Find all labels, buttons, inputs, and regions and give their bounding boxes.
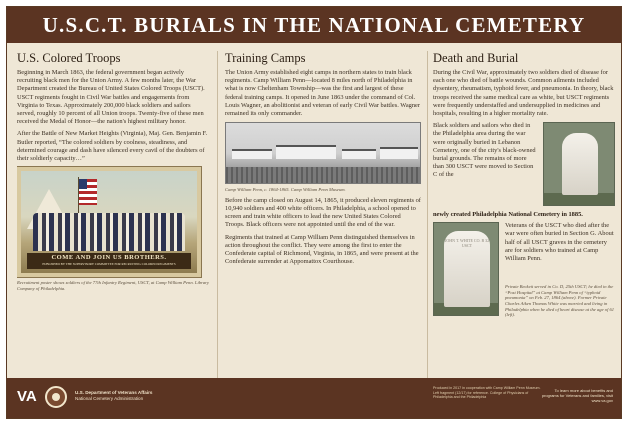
recruitment-poster-image: [17, 167, 201, 277]
section-heading: U.S. Colored Troops: [17, 51, 121, 65]
camp-photo-image: [225, 122, 421, 184]
headstone-shape: [562, 133, 598, 195]
section-training-camps: [225, 51, 421, 377]
paragraph: During the Civil War, approximately two soldiers died of disease for each one who died of battle wounds. Common ailments included dysentery, rheumatism, typhoid fever, and pneumonia. In theory, black troops received the same medical care as white, but USCT regiments were frequently understaffed and undersupplied in medicines and hospitals, resulting in a higher mortality rate.: [433, 69, 614, 118]
agency-name: [75, 390, 152, 402]
highlight-line: newly created Philadelphia National Cemetery in 1885.: [433, 211, 583, 219]
paragraph: [433, 122, 537, 179]
headstone-photo-image: [433, 222, 499, 316]
column-divider: [217, 51, 218, 379]
building-shape: [276, 145, 336, 159]
poster-subtitle: PUBLISHED BY THE SUPERVISORY COMMITTEE FOR RECRUITING COLORED REGIMENTS: [42, 262, 176, 267]
soldiers-figures: [33, 213, 185, 251]
parade-ground: [226, 167, 420, 183]
page-title: U.S.C.T. BURIALS IN THE NATIONAL CEMETERY: [42, 12, 586, 37]
section-heading: Training Camps: [225, 51, 306, 65]
burial-block-2: [433, 222, 615, 322]
poster-title: COME AND JOIN US BROTHERS.: [51, 254, 167, 262]
image-caption: Camp William Penn, c. 1864-1865. Camp William Penn Museum.: [225, 187, 346, 193]
flag-icon: [79, 179, 97, 205]
paragraph: Before the camp closed on August 14, 1865, it produced eleven regiments of 10,940 soldiers and 400 white officers. In Philadelphia, a school opened to screen and train white officers to lead the new United States Colored Troops. Black officers were not appointed until the end of the war.: [225, 196, 421, 229]
building-shape: [342, 149, 376, 159]
paragraph: The Union Army established eight camps in northern states to train black regiments. Camp William Penn—located 8 miles north of Philadelphia in what is now Cheltenham Township—was the first and largest of these federal training camps. It opened in June 1863 under the command of Col. Louis Wagner, an abolitionist and veteran of early Civil War battles. Wagner remained its only commander.: [225, 69, 421, 118]
memorial-panel: [6, 6, 622, 419]
section-heading: Death and Burial: [433, 51, 519, 65]
paragraph-text: Black soldiers and sailors who died in the Philadelphia area during the war were originally buried in Lebanon Cemetery, one of the city's black-owned burial grounds. The remains of more than 300 USCT were moved to Section C of the: [433, 122, 536, 179]
grass-shape: [544, 193, 614, 205]
building-shape: [380, 147, 418, 159]
production-credit: Produced in 2017 in cooperation with Camp William Penn Museum. Left fragment (12/17) for reference. College of Physicians of Philadelphia and the Philadelphia: [433, 386, 541, 400]
paragraph: After the Battle of New Market Heights (Virginia), Maj. Gen. Benjamin F. Butler reported, “The colored soldiers by coolness, steadiness, and determined courage and dash have silenced every cavil of the doubters of their soldierly capacity…”: [17, 130, 208, 163]
agency-line: U.S. Department of Veterans Affairs: [75, 390, 153, 395]
building-shape: [232, 149, 272, 159]
column-divider: [427, 51, 428, 379]
va-logo: VA: [17, 388, 37, 405]
more-info-text: To learn more about benefits and programs for Veterans and families, visit www.va.gov: [541, 388, 613, 403]
paragraph: Veterans of the USCT who died after the war were often buried in Section G. About half of all USCT graves in the cemetery are for soldiers who trained at Camp William Penn.: [505, 222, 614, 263]
headstone-photo-image: [543, 122, 615, 206]
paragraph: Beginning in March 1863, the federal government began actively recruiting black men for the Union Army. A few months later, the War Department created the Bureau of United States Colored Troops (USCT). USCT regiments fought in Civil War battles and engagements from Virginia to Texas. Approximately 200,000 black soldiers and sailors served, roughly 10 percent of all Union troops. Twenty-five of these men received the Medal of Honor—the nation's highest military honor.: [17, 69, 205, 126]
burial-block-1: [433, 122, 615, 222]
headstone-inscription: JOHN T. WHITE CO. B 32 USCT: [444, 231, 490, 307]
footer-bar: [7, 378, 621, 418]
agency-line: National Cemetery Administration: [75, 396, 144, 401]
poster-banner: [27, 253, 191, 269]
title-banner: [7, 7, 621, 43]
section-colored-troops: [17, 51, 209, 377]
paragraph: Regiments that trained at Camp William Penn distinguished themselves in action throughout the conflict. They were among the first to enter the Confederate capital of Richmond, Virginia, in 1865, and were present at the Confederate surrender at Appomattox Courthouse.: [225, 233, 419, 266]
image-caption: Recruitment poster shows soldiers of the 77th Infantry Regiment, USCT, at Camp William Penn. Library Company of Philadelphia.: [17, 280, 209, 291]
image-caption: Private Beckett served in Co. D, 25th USCT; he died in the “Post Hospital” at Camp William Penn of “typhoid pneumonia” on Feb. 27, 1864 (above). Former Private Charles Aiken Thomas White was married and living in Philadelphia when he died of heart disease at the age of 61 (left).: [505, 284, 615, 318]
va-seal-icon: [45, 386, 67, 408]
section-death-burial: [433, 51, 615, 377]
